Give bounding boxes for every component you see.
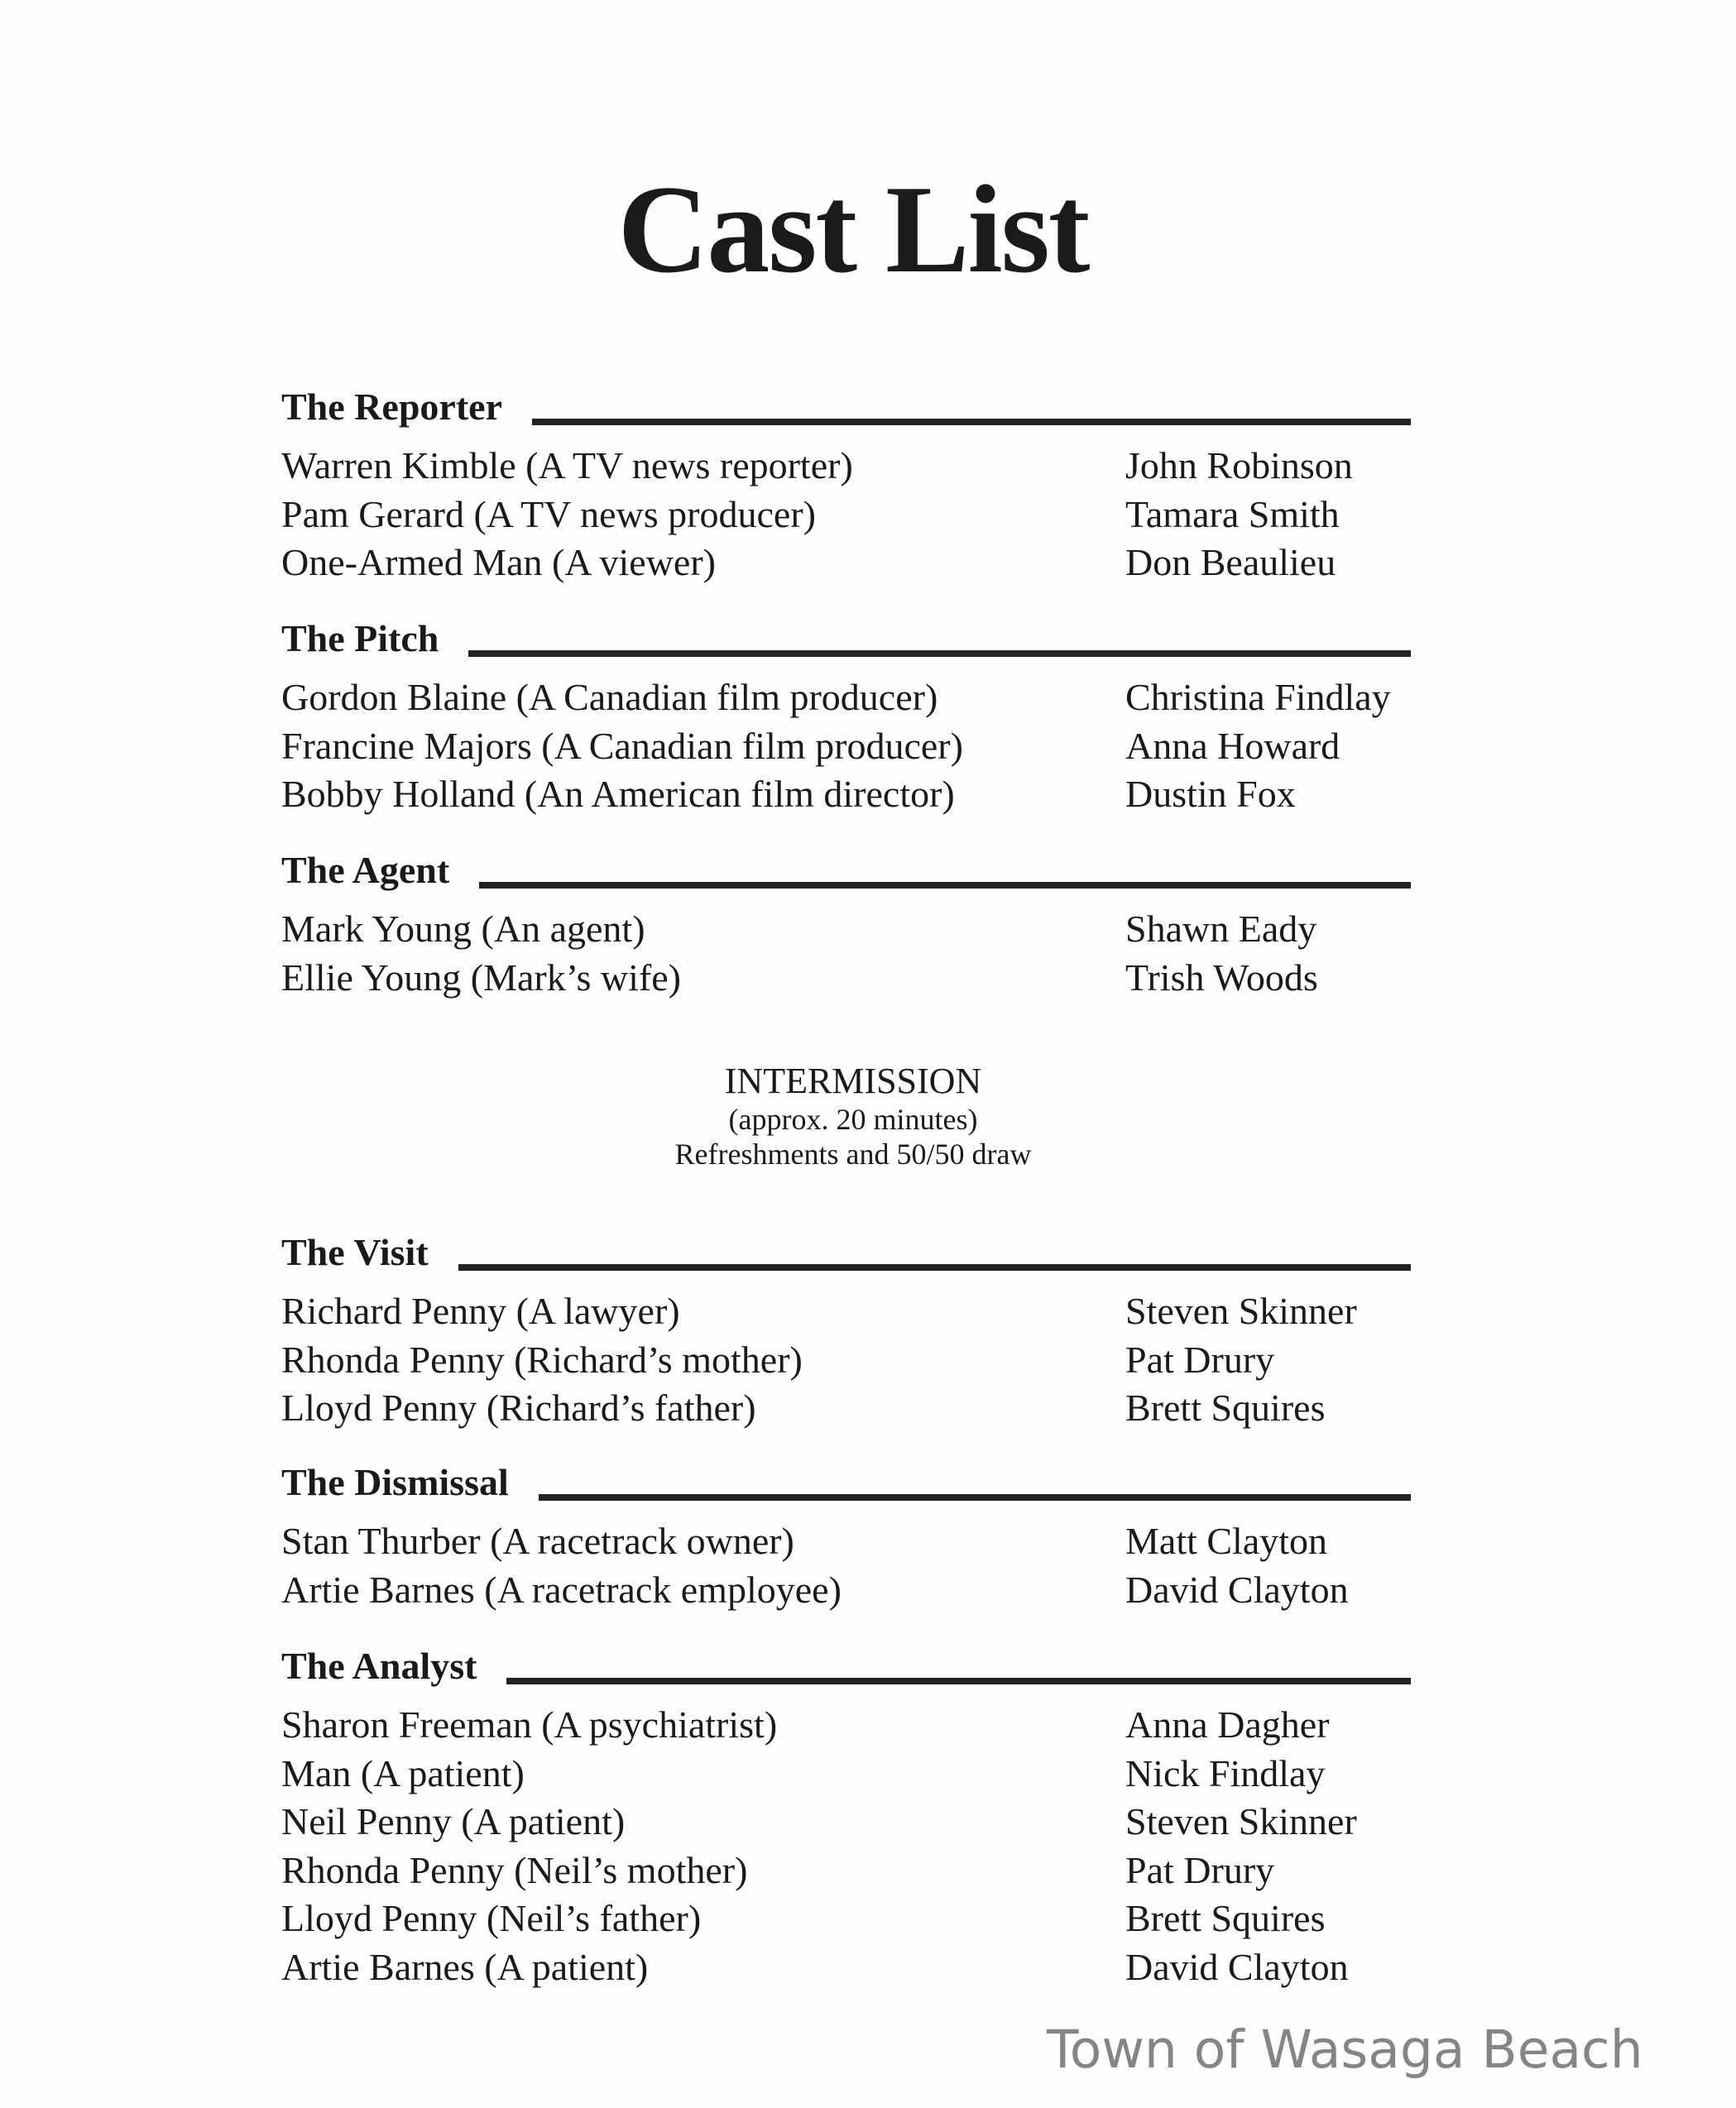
- actor-name: Shawn Eady: [1125, 908, 1317, 950]
- character-role: Neil Penny (A patient): [281, 1800, 626, 1842]
- section-heading: The Pitch: [281, 617, 439, 659]
- section-header: [281, 1458, 1411, 1507]
- section-rule: [458, 1264, 1411, 1271]
- cast-section: [281, 614, 1411, 819]
- cast-row: [281, 442, 1411, 491]
- cast-section: [281, 1228, 1411, 1433]
- cast-row: [281, 1287, 1411, 1336]
- character-role: Artie Barnes (A racetrack employee): [281, 1568, 842, 1611]
- cast-row: [281, 1943, 1411, 1992]
- actor-name: Pat Drury: [1125, 1848, 1275, 1891]
- character-role: Rhonda Penny (Richard’s mother): [281, 1338, 803, 1381]
- cast-row: [281, 1847, 1411, 1895]
- character-role: Stan Thurber (A racetrack owner): [281, 1520, 794, 1562]
- actor-name: Brett Squires: [1125, 1897, 1326, 1939]
- section-rule: [468, 650, 1411, 657]
- cast-row: [281, 770, 1411, 819]
- character-role: Man (A patient): [281, 1751, 525, 1794]
- character-role: One-Armed Man (A viewer): [281, 541, 716, 583]
- actor-name: Anna Howard: [1125, 724, 1340, 767]
- actor-name: Christina Findlay: [1125, 676, 1391, 718]
- cast-section: [281, 1458, 1411, 1614]
- cast-section: [281, 846, 1411, 1002]
- section-rule: [506, 1678, 1411, 1684]
- actor-name: Steven Skinner: [1125, 1800, 1357, 1842]
- cast-row: [281, 1384, 1411, 1433]
- character-role: Lloyd Penny (Richard’s father): [281, 1387, 756, 1429]
- actor-name: Pat Drury: [1125, 1338, 1275, 1381]
- actor-name: Steven Skinner: [1125, 1290, 1357, 1332]
- character-role: Sharon Freeman (A psychiatrist): [281, 1703, 778, 1746]
- cast-row: [281, 1517, 1411, 1566]
- character-role: Artie Barnes (A patient): [281, 1945, 649, 1988]
- intermission-duration: (approx. 20 minutes): [728, 1103, 978, 1136]
- character-role: Lloyd Penny (Neil’s father): [281, 1897, 702, 1939]
- cast-section: [281, 382, 1411, 587]
- character-role: Francine Majors (A Canadian film producer): [281, 724, 963, 767]
- section-heading: The Visit: [281, 1231, 429, 1273]
- section-rule: [479, 882, 1411, 889]
- cast-row: [281, 539, 1411, 587]
- actor-name: Matt Clayton: [1125, 1520, 1328, 1562]
- intermission-notice: [0, 1061, 1706, 1171]
- section-heading: The Analyst: [281, 1645, 477, 1687]
- character-role: Pam Gerard (A TV news producer): [281, 492, 816, 535]
- character-role: Ellie Young (Mark’s wife): [281, 956, 681, 999]
- cast-row: [281, 1701, 1411, 1750]
- actor-name: David Clayton: [1125, 1568, 1349, 1611]
- actor-name: David Clayton: [1125, 1945, 1349, 1988]
- section-header: [281, 382, 1411, 432]
- section-rule: [539, 1494, 1411, 1501]
- actor-name: Don Beaulieu: [1125, 541, 1336, 583]
- section-header: [281, 1641, 1411, 1691]
- section-header: [281, 614, 1411, 664]
- watermark: Town of Wasaga Beach: [1047, 2019, 1643, 2080]
- cast-row: [281, 1336, 1411, 1385]
- character-role: Bobby Holland (An American film director): [281, 773, 955, 815]
- actor-name: Brett Squires: [1125, 1387, 1326, 1429]
- actor-name: John Robinson: [1125, 444, 1353, 486]
- actor-name: Dustin Fox: [1125, 773, 1296, 815]
- cast-row: [281, 1798, 1411, 1847]
- cast-row: [281, 954, 1411, 1003]
- section-heading: The Agent: [281, 849, 450, 891]
- cast-row: [281, 673, 1411, 722]
- section-header: [281, 846, 1411, 895]
- cast-row: [281, 1566, 1411, 1615]
- intermission-note: Refreshments and 50/50 draw: [674, 1138, 1032, 1171]
- cast-row: [281, 1895, 1411, 1943]
- character-role: Warren Kimble (A TV news reporter): [281, 444, 853, 486]
- character-role: Mark Young (An agent): [281, 908, 645, 950]
- section-heading: The Reporter: [281, 386, 502, 428]
- character-role: Gordon Blaine (A Canadian film producer): [281, 676, 938, 718]
- section-rule: [532, 419, 1411, 425]
- page-title: Cast List: [617, 160, 1089, 299]
- actor-name: Nick Findlay: [1125, 1751, 1326, 1794]
- cast-row: [281, 905, 1411, 954]
- cast-row: [281, 722, 1411, 771]
- cast-row: [281, 491, 1411, 539]
- cast-row: [281, 1750, 1411, 1799]
- section-header: [281, 1228, 1411, 1277]
- actor-name: Trish Woods: [1125, 956, 1318, 999]
- character-role: Richard Penny (A lawyer): [281, 1290, 680, 1332]
- actor-name: Tamara Smith: [1125, 492, 1340, 535]
- section-heading: The Dismissal: [281, 1461, 509, 1503]
- cast-section: [281, 1641, 1411, 1991]
- intermission-title: INTERMISSION: [724, 1061, 982, 1101]
- character-role: Rhonda Penny (Neil’s mother): [281, 1848, 748, 1891]
- actor-name: Anna Dagher: [1125, 1703, 1330, 1746]
